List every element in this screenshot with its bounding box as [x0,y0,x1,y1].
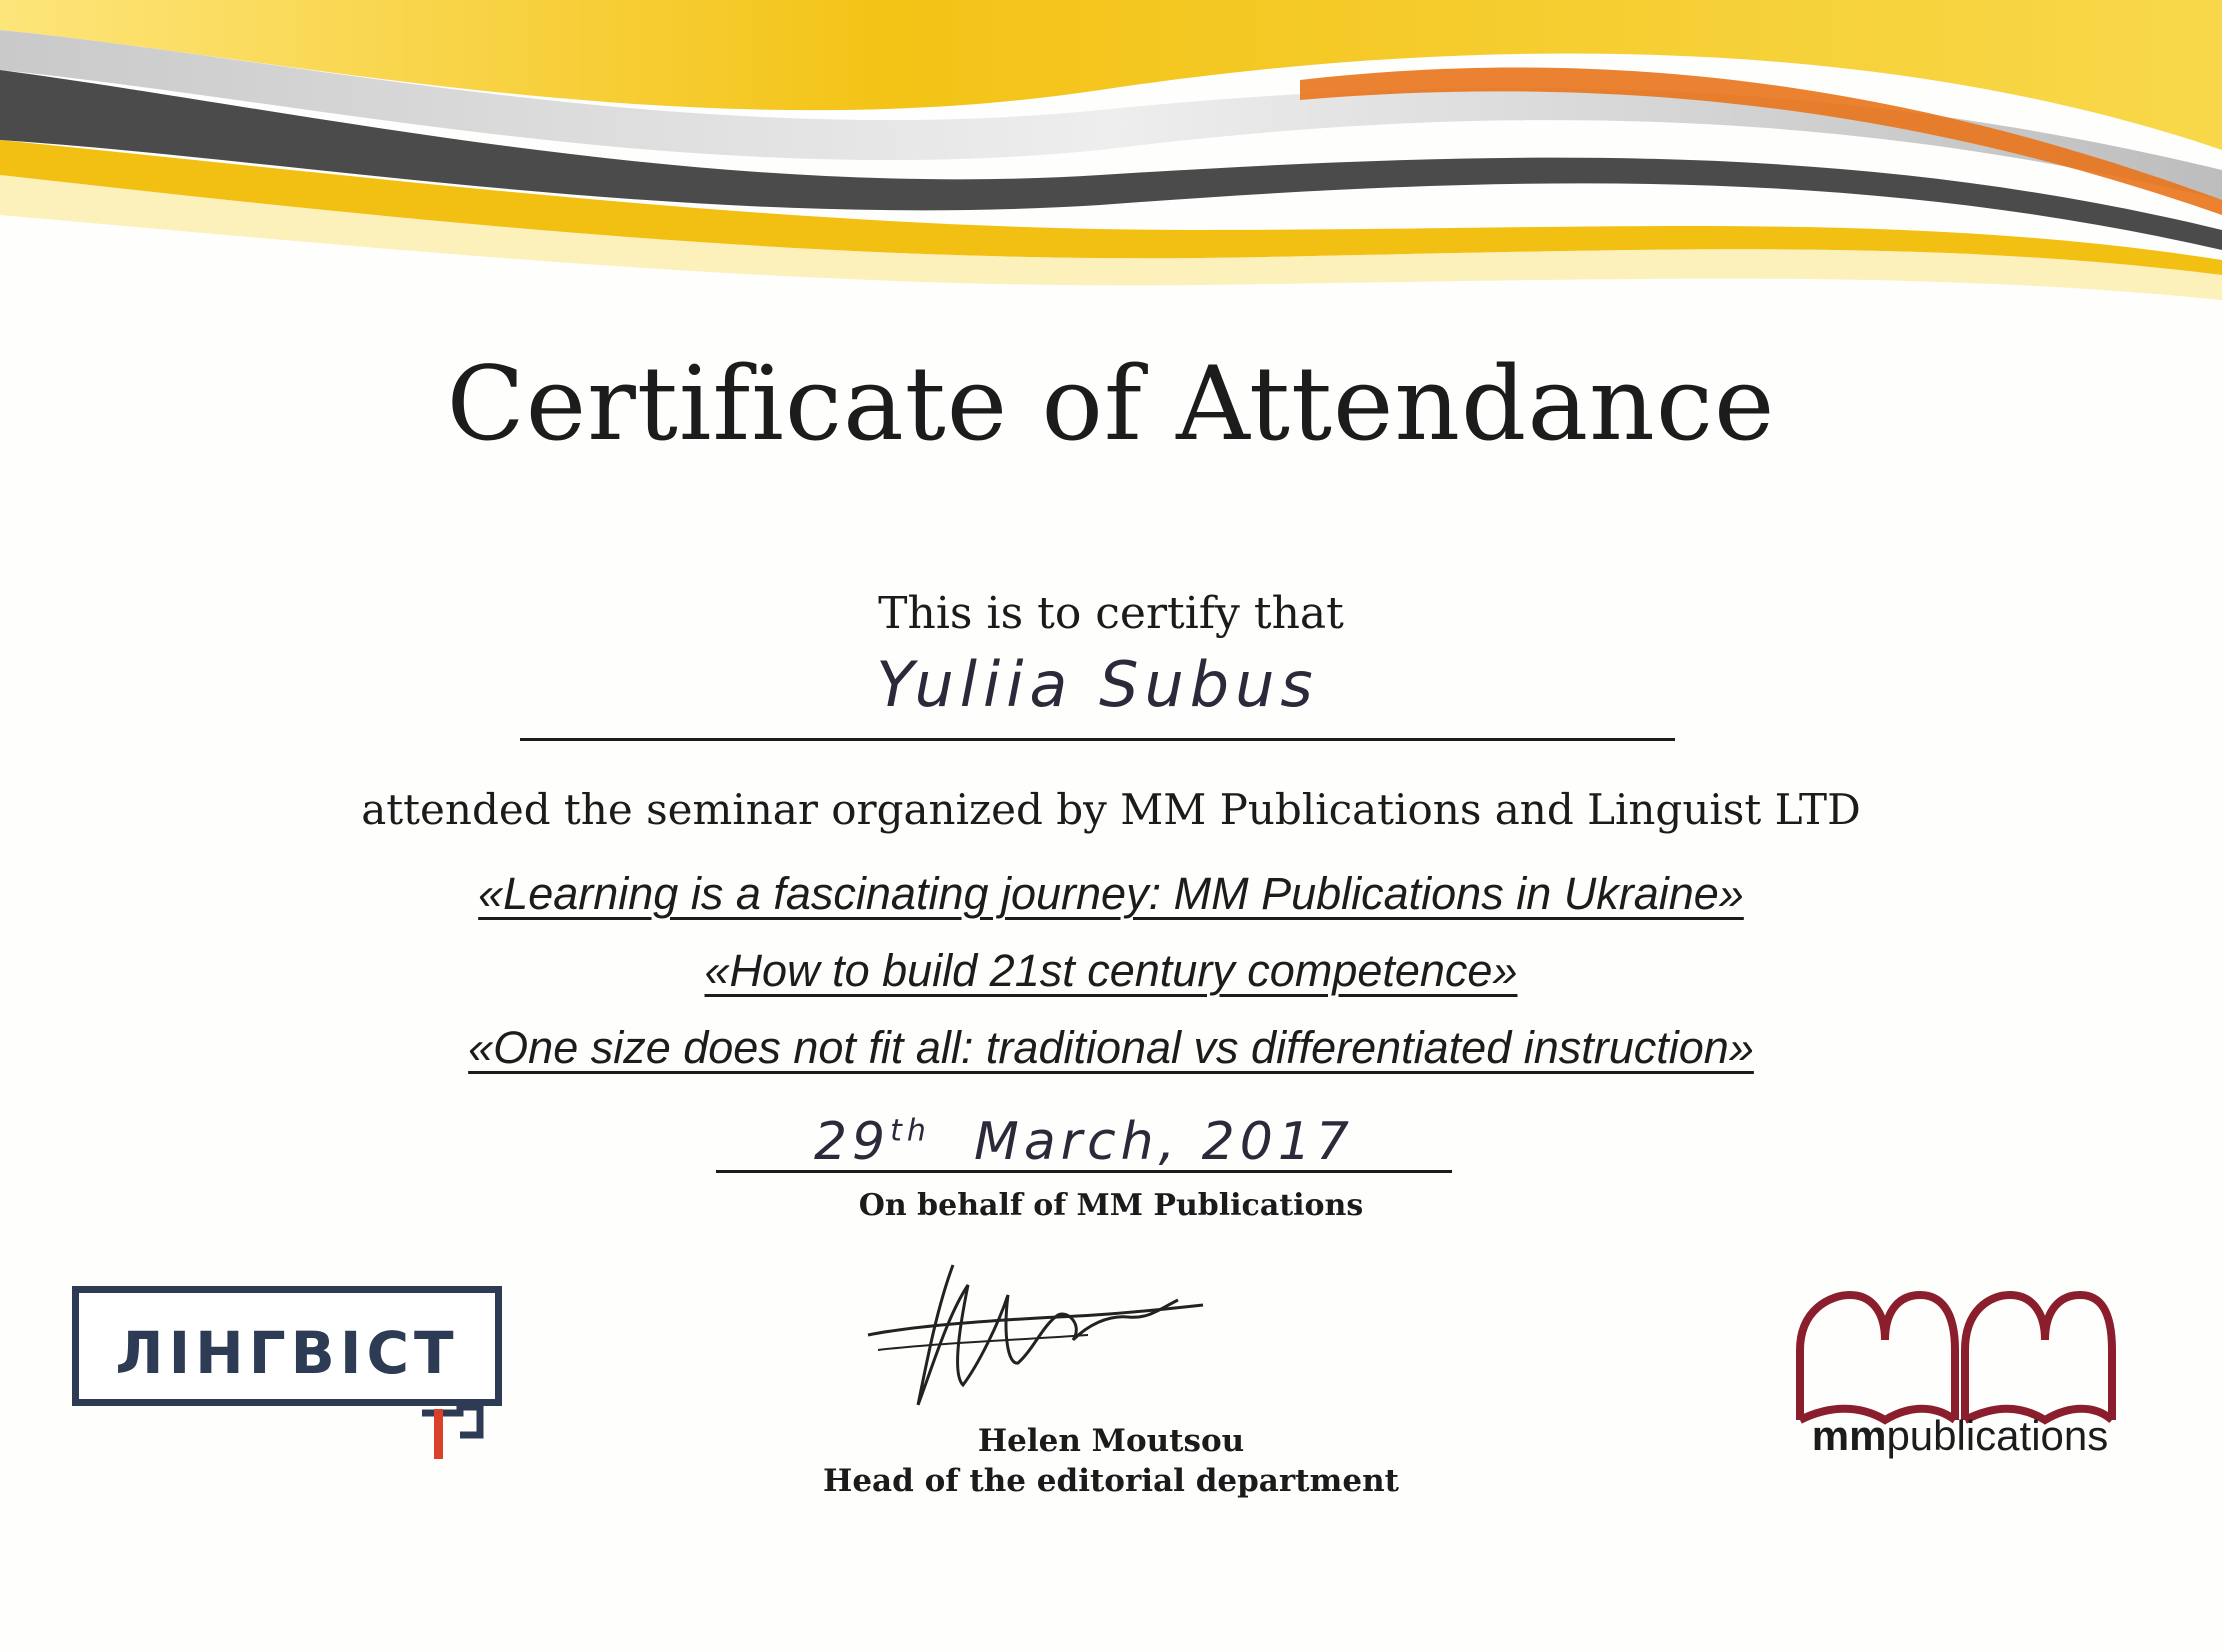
signer-role: Head of the editorial department [823,1463,1399,1499]
lingvist-logo [72,1286,502,1406]
on-behalf-line: On behalf of MM Publications [858,1188,1364,1223]
seminar-title-1: «Learning is a fascinating journey: MM Publications in Ukraine» [478,868,1744,919]
seminar-title-3: «One size does not fit all: traditional vs differentiated instruction» [468,1022,1754,1073]
mm-wordmark-rest: publications [1886,1412,2109,1459]
attended-line: attended the seminar organized by MM Publications and Linguist LTD [361,785,1861,834]
lingvist-logo-tab-icon [420,1405,490,1460]
lingvist-logo-text: ЛІНГВІСТ [115,1319,459,1387]
date-underline [716,1170,1452,1173]
name-underline [520,738,1675,741]
seminar-date [716,1112,1452,1172]
decorative-wave-banner [0,0,2222,330]
mm-wordmark-bold: mm [1811,1412,1887,1459]
date-suffix: th [890,1113,931,1149]
handwritten-signature [858,1255,1218,1415]
certificate-title: Certificate of Attendance [446,345,1776,464]
date-day: 29 [813,1112,891,1172]
attendee-name: Yuliia Subus [876,648,1319,721]
seminar-title-2: «How to build 21st century competence» [704,945,1518,996]
mm-publications-wordmark [1790,1412,2130,1460]
certify-line: This is to certify that [878,588,1344,639]
date-rest: March, 2017 [973,1112,1355,1172]
signer-name: Helen Moutsou [977,1423,1245,1459]
